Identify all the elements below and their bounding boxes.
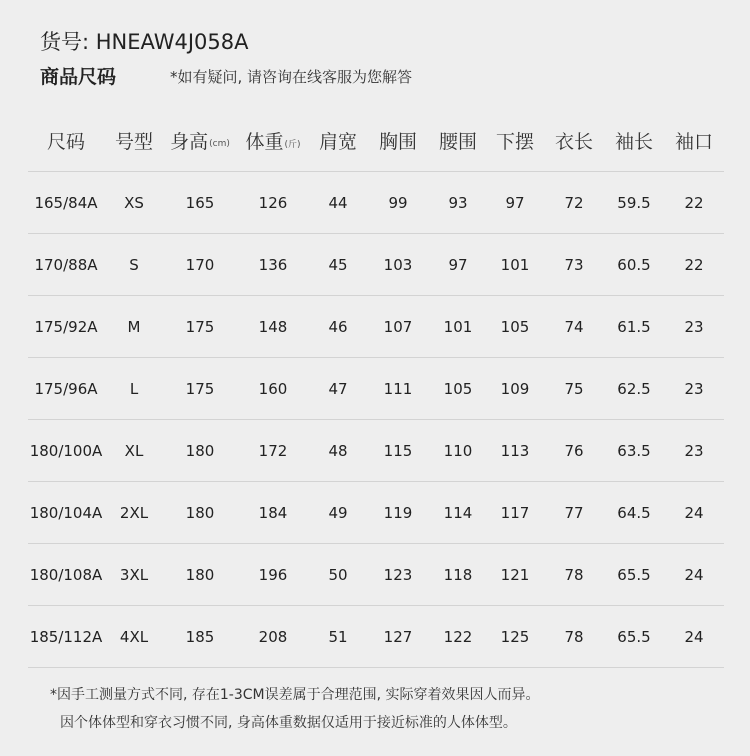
table-cell: 110 <box>443 441 473 460</box>
table-row <box>28 234 724 296</box>
title-row <box>40 62 413 89</box>
table-cell: 114 <box>443 503 473 522</box>
column-header <box>104 110 164 171</box>
column-header-label: 袖长 <box>614 131 653 153</box>
column-header-label: 胸围 <box>378 131 417 153</box>
table-cell: M <box>127 317 141 336</box>
table-cell: 180/108A <box>29 565 103 584</box>
table-cell: 49 <box>328 503 348 522</box>
table-row <box>28 172 724 234</box>
table-cell: 97 <box>505 193 525 212</box>
column-header <box>544 110 604 171</box>
table-cell: 77 <box>564 503 584 522</box>
table-cell: 65.5 <box>617 627 651 646</box>
table-cell: 127 <box>383 627 413 646</box>
table-row <box>28 482 724 544</box>
table-cell: 93 <box>448 193 468 212</box>
table-cell: 51 <box>328 627 348 646</box>
table-cell: 3XL <box>119 565 149 584</box>
table-cell: 63.5 <box>617 441 651 460</box>
table-cell: 23 <box>684 317 704 336</box>
table-cell: 180 <box>185 565 215 584</box>
table-cell: 76 <box>564 441 584 460</box>
table-cell: 107 <box>383 317 413 336</box>
table-cell: L <box>129 379 139 398</box>
table-cell: 196 <box>258 565 288 584</box>
column-header <box>164 110 236 171</box>
table-cell: 117 <box>500 503 530 522</box>
table-cell: 119 <box>383 503 413 522</box>
table-cell: 2XL <box>119 503 149 522</box>
table-cell: 78 <box>564 565 584 584</box>
table-cell: 136 <box>258 255 288 274</box>
product-sku: 货号: HNEAW4J058A <box>40 30 249 54</box>
table-cell: 73 <box>564 255 584 274</box>
table-cell: 165 <box>185 193 215 212</box>
section-title: 商品尺码 <box>40 66 117 88</box>
table-cell: 160 <box>258 379 288 398</box>
table-cell: 24 <box>684 565 704 584</box>
table-cell: 23 <box>684 441 704 460</box>
table-cell: 101 <box>443 317 473 336</box>
column-header-label: 身高 <box>170 131 209 153</box>
table-cell: 109 <box>500 379 530 398</box>
table-header-row <box>28 110 724 172</box>
table-cell: 65.5 <box>617 565 651 584</box>
table-cell: 118 <box>443 565 473 584</box>
table-cell: 172 <box>258 441 288 460</box>
table-cell: 47 <box>328 379 348 398</box>
table-cell: 105 <box>500 317 530 336</box>
table-cell: 170 <box>185 255 215 274</box>
table-cell: 170/88A <box>34 255 98 274</box>
table-cell: 175/96A <box>34 379 98 398</box>
table-cell: 175 <box>185 379 215 398</box>
table-cell: 24 <box>684 627 704 646</box>
table-cell: 165/84A <box>34 193 98 212</box>
table-cell: 101 <box>500 255 530 274</box>
column-header-label: 号型 <box>114 131 153 153</box>
table-cell: 111 <box>383 379 413 398</box>
table-cell: 184 <box>258 503 288 522</box>
table-cell: 122 <box>443 627 473 646</box>
table-cell: 180 <box>185 441 215 460</box>
table-body <box>28 172 724 668</box>
table-cell: XL <box>124 441 144 460</box>
column-header <box>430 110 486 171</box>
table-cell: 64.5 <box>617 503 651 522</box>
table-cell: 180/104A <box>29 503 103 522</box>
footnote-body-type: 因个体体型和穿衣习惯不同, 身高体重数据仅适用于接近标准的人体体型。 <box>60 715 517 731</box>
table-cell: 121 <box>500 565 530 584</box>
table-cell: 22 <box>684 255 704 274</box>
table-cell: 103 <box>383 255 413 274</box>
column-header-label: 尺码 <box>46 131 85 153</box>
column-header <box>486 110 544 171</box>
table-cell: 123 <box>383 565 413 584</box>
table-cell: 185/112A <box>29 627 103 646</box>
column-header-label: 袖口 <box>674 131 713 153</box>
footnote-measurement: *因手工测量方式不同, 存在1-3CM误差属于合理范围, 实际穿着效果因人而异。 <box>50 687 540 703</box>
table-cell: 4XL <box>119 627 149 646</box>
table-row <box>28 358 724 420</box>
table-cell: 45 <box>328 255 348 274</box>
column-header-label: 肩宽 <box>318 131 357 153</box>
table-cell: 72 <box>564 193 584 212</box>
table-cell: 60.5 <box>617 255 651 274</box>
table-cell: 185 <box>185 627 215 646</box>
column-header <box>664 110 724 171</box>
table-cell: 61.5 <box>617 317 651 336</box>
column-header <box>236 110 310 171</box>
table-cell: 148 <box>258 317 288 336</box>
column-header-unit: (cm) <box>209 138 230 149</box>
size-table <box>28 110 724 668</box>
table-cell: 113 <box>500 441 530 460</box>
table-cell: 59.5 <box>617 193 651 212</box>
table-cell: XS <box>124 193 144 212</box>
table-cell: 22 <box>684 193 704 212</box>
table-cell: 50 <box>328 565 348 584</box>
table-cell: 24 <box>684 503 704 522</box>
table-cell: 75 <box>564 379 584 398</box>
table-cell: 175/92A <box>34 317 98 336</box>
table-row <box>28 606 724 668</box>
column-header <box>366 110 430 171</box>
table-row <box>28 544 724 606</box>
column-header-unit: (斤) <box>284 140 301 150</box>
table-cell: 175 <box>185 317 215 336</box>
column-header <box>310 110 366 171</box>
column-header-label: 下摆 <box>495 131 534 153</box>
column-header-label: 衣长 <box>554 131 593 153</box>
table-cell: 126 <box>258 193 288 212</box>
table-cell: 125 <box>500 627 530 646</box>
table-cell: 105 <box>443 379 473 398</box>
table-cell: 99 <box>388 193 408 212</box>
table-cell: S <box>129 255 139 274</box>
table-row <box>28 420 724 482</box>
table-cell: 208 <box>258 627 288 646</box>
table-cell: 74 <box>564 317 584 336</box>
table-cell: 180/100A <box>29 441 103 460</box>
table-cell: 78 <box>564 627 584 646</box>
table-cell: 44 <box>328 193 348 212</box>
help-note: *如有疑问, 请咨询在线客服为您解答 <box>170 68 413 86</box>
table-cell: 48 <box>328 441 348 460</box>
column-header <box>604 110 664 171</box>
table-cell: 62.5 <box>617 379 651 398</box>
table-cell: 180 <box>185 503 215 522</box>
column-header <box>28 110 104 171</box>
table-row <box>28 296 724 358</box>
column-header-label: 体重 <box>245 131 284 153</box>
column-header-label: 腰围 <box>438 131 477 153</box>
table-cell: 115 <box>383 441 413 460</box>
table-cell: 23 <box>684 379 704 398</box>
table-cell: 46 <box>328 317 348 336</box>
table-cell: 97 <box>448 255 468 274</box>
